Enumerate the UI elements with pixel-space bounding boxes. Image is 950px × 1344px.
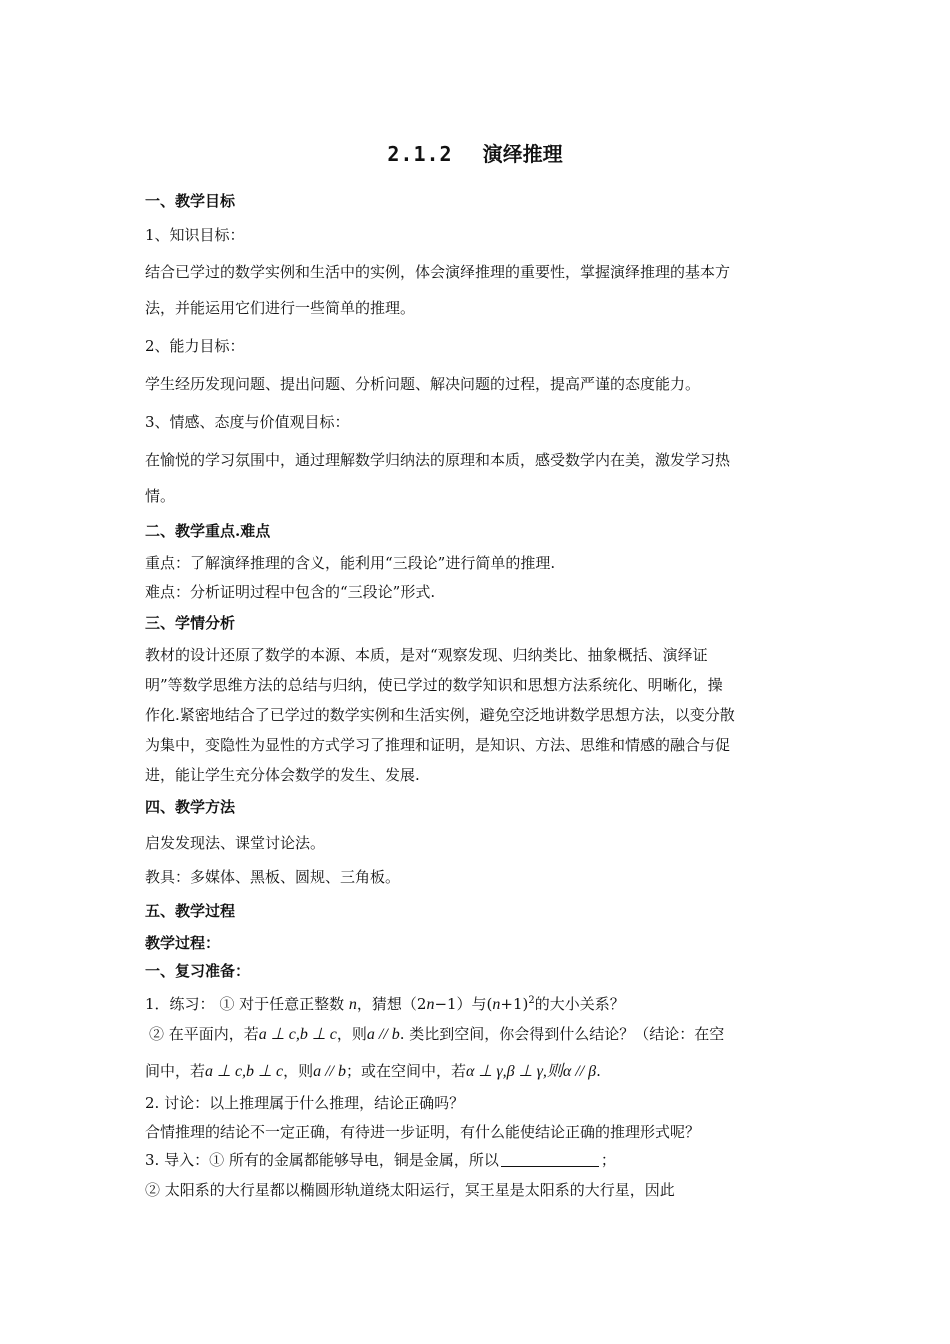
paragraph-line: 2. 讨论：以上推理属于什么推理，结论正确吗？ — [145, 1094, 465, 1112]
math-formula: a // b — [366, 1026, 400, 1043]
math-variable: n — [492, 996, 501, 1013]
exercise-line-1 — [145, 991, 625, 1015]
math-formula: a ⊥ c,b ⊥ c — [258, 1026, 337, 1043]
paragraph-line: 进，能让学生充分体会数学的发生、发展. — [145, 766, 420, 784]
math-formula: a ⊥ c,b ⊥ c — [205, 1063, 284, 1080]
text: 3. 导入：① 所有的金属都能够导电，铜是金属，所以 — [145, 1151, 499, 1169]
paragraph-line: 作化.紧密地结合了已学过的数学实例和生活实例，避免空泛地讲数学思想方法，以变分散 — [145, 706, 735, 724]
paragraph-line: 难点：分析证明过程中包含的“三段论”形式. — [145, 583, 436, 601]
text: ； — [600, 1151, 616, 1169]
text: ② 在平面内，若 — [149, 1025, 259, 1043]
math-formula: a // b — [313, 1063, 346, 1080]
paragraph-line: 教具：多媒体、黑板、圆规、三角板。 — [145, 868, 401, 886]
text: . — [596, 1062, 601, 1080]
page-title — [0, 138, 950, 167]
text: 1．练习： — [145, 995, 215, 1013]
text: . 类比到空间，你会得到什么结论？（结论：在空 — [399, 1025, 725, 1043]
math-formula: α ⊥ γ,β ⊥ γ,则α // β — [466, 1063, 597, 1080]
paragraph-line: 结合已学过的数学实例和生活中的实例，体会演绎推理的重要性，掌握演绎推理的基本方 — [145, 263, 731, 281]
paragraph-line: 情。 — [145, 487, 176, 505]
section-heading-key-points: 二、教学重点.难点 — [145, 522, 271, 540]
paragraph-line: ② 太阳系的大行星都以椭圆形轨道绕太阳运行，冥王星是太阳系的大行星，因此 — [145, 1181, 675, 1199]
paragraph-line: 教材的设计还原了数学的本源、本质，是对“观察发现、归纳类比、抽象概括、演绎证 — [145, 646, 708, 664]
section-heading-analysis: 三、学情分析 — [145, 614, 236, 632]
text: ，猜想（2 — [356, 995, 427, 1013]
math-variable: n — [348, 996, 357, 1013]
text: ① 对于任意正整数 — [219, 995, 345, 1013]
exercise-line-3 — [145, 1061, 601, 1082]
title-text: 演绎推理 — [482, 142, 563, 166]
paragraph-line: 在愉悦的学习氛围中，通过理解数学归纳法的原理和本质，感受数学内在美，激发学习热 — [145, 451, 731, 469]
goal-emotion-label: 3、情感、态度与价值观目标： — [145, 413, 350, 431]
text: 间中，若 — [145, 1062, 206, 1080]
title-number: 2.1.2 — [387, 142, 453, 166]
text: 的大小关系？ — [534, 995, 625, 1013]
text: ，则 — [336, 1025, 367, 1043]
section-heading-methods: 四、教学方法 — [145, 798, 236, 816]
text: ，则 — [283, 1062, 314, 1080]
paragraph-line: 学生经历发现问题、提出问题、分析问题、解决问题的过程，提高严谨的态度能力。 — [145, 375, 701, 393]
subheading-process: 教学过程： — [145, 934, 221, 952]
exercise-line-import — [145, 1150, 616, 1170]
paragraph-line: 合情推理的结论不一定正确，有待进一步证明，有什么能使结论正确的推理形式呢？ — [145, 1123, 701, 1141]
paragraph-line: 法，并能运用它们进行一些简单的推理。 — [145, 299, 416, 317]
goal-ability-label: 2、能力目标： — [145, 337, 245, 355]
math-variable: n — [426, 996, 435, 1013]
text: ；或在空间中，若 — [346, 1062, 467, 1080]
subheading-review: 一、复习准备： — [145, 962, 251, 980]
exercise-line-2 — [149, 1024, 724, 1045]
text: −1）与( — [434, 995, 493, 1013]
superscript: 2 — [528, 995, 535, 1006]
section-heading-goals: 一、教学目标 — [145, 192, 236, 210]
paragraph-line: 启发发现法、课堂讨论法。 — [145, 834, 326, 852]
fill-in-blank — [501, 1152, 599, 1167]
paragraph-line: 明”等数学思维方法的总结与归纳，使已学过的数学知识和思想方法系统化、明晰化，操 — [145, 676, 723, 694]
goal-knowledge-label: 1、知识目标： — [145, 226, 245, 244]
text: +1) — [500, 995, 529, 1013]
paragraph-line: 重点：了解演绎推理的含义，能利用“三段论”进行简单的推理. — [145, 554, 556, 572]
section-heading-process: 五、教学过程 — [145, 902, 236, 920]
paragraph-line: 为集中，变隐性为显性的方式学习了推理和证明，是知识、方法、思维和情感的融合与促 — [145, 736, 731, 754]
